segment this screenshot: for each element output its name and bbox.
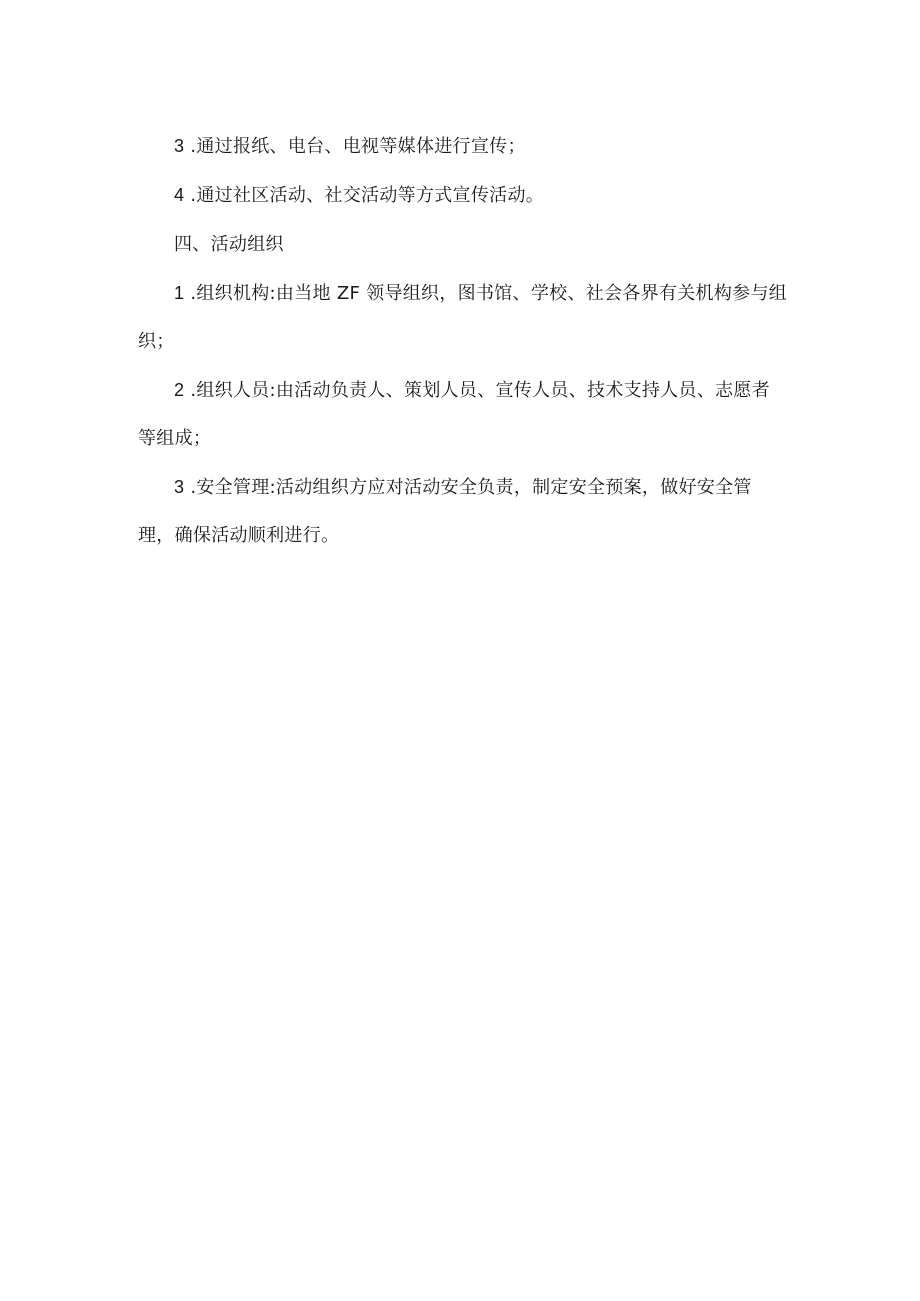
item-text: .通过社区活动、社交活动等方式宣传活动。 bbox=[184, 185, 545, 206]
item-number: 1 bbox=[174, 283, 185, 303]
section-heading bbox=[138, 220, 788, 269]
item-number: 3 bbox=[174, 136, 185, 156]
list-item-personnel bbox=[138, 366, 788, 463]
section-heading-text: 四、活动组织 bbox=[174, 234, 284, 255]
item-number: 2 bbox=[174, 380, 185, 400]
item-text: .通过报纸、电台、电视等媒体进行宣传； bbox=[184, 136, 526, 157]
item-text: .组织人员:由活动负责人、策划人员、宣传人员、技术支持人员、志愿者等组成； bbox=[138, 380, 771, 449]
item-text: .组织机构:由当地 ZF 领导组织，图书馆、学校、社会各界有关机构参与组织； bbox=[138, 283, 788, 352]
list-item-safety-management bbox=[138, 463, 788, 560]
item-text: .安全管理:活动组织方应对活动安全负责，制定安全预案，做好安全管理，确保活动顺利进行。 bbox=[138, 477, 752, 546]
item-number: 3 bbox=[174, 477, 185, 497]
item-number: 4 bbox=[174, 185, 185, 205]
list-item-media-publicity bbox=[138, 122, 788, 171]
document-body bbox=[138, 122, 788, 560]
list-item-community-publicity bbox=[138, 171, 788, 220]
list-item-organization bbox=[138, 269, 788, 366]
